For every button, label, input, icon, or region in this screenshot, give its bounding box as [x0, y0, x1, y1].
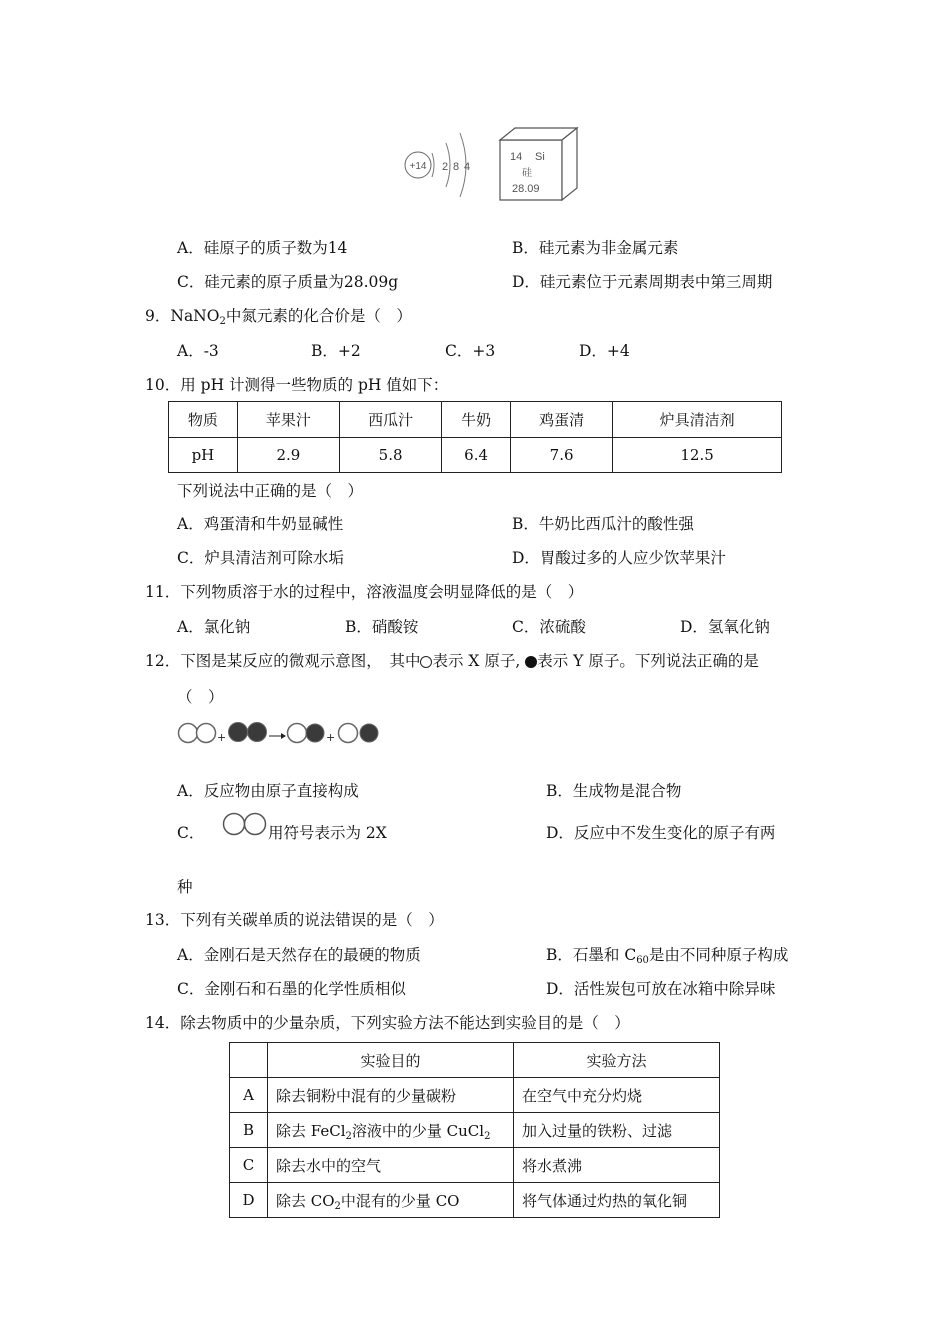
- exp-purpose-cell: 除去铜粉中混有的少量碳粉: [268, 1078, 514, 1113]
- silicon-atom-diagram: [400, 120, 590, 210]
- table-row: [230, 1078, 720, 1113]
- ph-value-cell: 6.4: [442, 438, 511, 473]
- x2-molecule-icon: [222, 811, 268, 837]
- svg-text:14: 14: [510, 151, 523, 163]
- silicon-figure: [400, 120, 590, 210]
- reaction-diagram: [177, 720, 387, 748]
- q12-option-a: A．反应物由原子直接构成: [177, 782, 359, 800]
- svg-text:8: 8: [453, 161, 460, 173]
- q9-option-d: D．+4: [579, 342, 630, 360]
- exp-method-cell: 在空气中充分灼烧: [514, 1078, 720, 1113]
- q9-stem: 9．NaNO$_2$中氮元素的化合价是（ ）: [145, 307, 412, 327]
- q11-stem: 11．下列物质溶于水的过程中，溶液温度会明显降低的是（ ）: [145, 583, 584, 601]
- exp-purpose-cell: 除去 $CO_2$中混有的少量 CO: [268, 1183, 514, 1218]
- q11-option-d: D．氢氧化钠: [680, 618, 770, 636]
- q10-option-b: B．牛奶比西瓜汁的酸性强: [512, 515, 694, 533]
- table-row: [230, 1113, 720, 1148]
- svg-text:+14: +14: [409, 161, 427, 172]
- svg-text:+: +: [217, 731, 227, 744]
- q8-option-d: D．硅元素位于元素周期表中第三周期: [512, 273, 773, 291]
- ph-value-cell: 12.5: [613, 438, 782, 473]
- q11-option-c: C．浓硫酸: [512, 618, 586, 636]
- svg-text:2: 2: [442, 161, 449, 173]
- q10-option-d: D．胃酸过多的人应少饮苹果汁: [512, 549, 726, 567]
- q8-option-a: A．硅原子的质子数为14: [177, 239, 348, 257]
- ph-header-cell: 西瓜汁: [340, 402, 442, 438]
- q12-option-c: C．: [177, 824, 205, 842]
- svg-text:硅: 硅: [522, 168, 532, 179]
- exp-label-cell: D: [230, 1183, 268, 1218]
- exp-label-cell: C: [230, 1148, 268, 1183]
- ph-value-cell: 5.8: [340, 438, 442, 473]
- q12-option-c-text: 用符号表示为 2X: [268, 824, 387, 842]
- q9-option-a: A．-3: [177, 342, 219, 360]
- q10-sub-stem: 下列说法中正确的是（ ）: [177, 482, 364, 500]
- ph-header-cell: 牛奶: [442, 402, 511, 438]
- ph-header-cell: 鸡蛋清: [511, 402, 613, 438]
- exp-header-cell: [230, 1043, 268, 1078]
- q12-option-d: D．反应中不发生变化的原子有两: [546, 824, 776, 842]
- exp-method-cell: 将水煮沸: [514, 1148, 720, 1183]
- exp-method-cell: 加入过量的铁粉、过滤: [514, 1113, 720, 1148]
- q8-option-b: B．硅元素为非金属元素: [512, 239, 679, 257]
- table-row: [230, 1183, 720, 1218]
- exp-header-cell: 实验方法: [514, 1043, 720, 1078]
- q13-option-b: B．石墨和 $C_{60}$是由不同种原子构成: [546, 946, 789, 966]
- svg-text:+: +: [326, 731, 336, 744]
- ph-value-cell: 7.6: [511, 438, 613, 473]
- q12-paren: （ ）: [177, 688, 224, 706]
- q13-option-c: C．金刚石和石墨的化学性质相似: [177, 980, 406, 998]
- exp-purpose-cell: 除去水中的空气: [268, 1148, 514, 1183]
- q14-stem: 14．除去物质中的少量杂质，下列实验方法不能达到实验目的是（ ）: [145, 1014, 630, 1032]
- q9-option-c: C．+3: [445, 342, 496, 360]
- exp-purpose-cell: 除去 FeCl$_2$溶液中的少量 CuCl$_2$: [268, 1113, 514, 1148]
- exp-label-cell: B: [230, 1113, 268, 1148]
- q12-option-b: B．生成物是混合物: [546, 782, 682, 800]
- ph-header-cell: 物质: [169, 402, 238, 438]
- svg-text:4: 4: [464, 161, 471, 173]
- ph-table: [168, 401, 782, 473]
- q13-option-a: A．金刚石是天然存在的最硬的物质: [177, 946, 421, 964]
- y-atom-icon: [525, 656, 537, 668]
- exp-method-cell: 将气体通过灼热的氧化铜: [514, 1183, 720, 1218]
- q9-option-b: B．+2: [311, 342, 361, 360]
- table-row: [230, 1148, 720, 1183]
- svg-text:Si: Si: [535, 151, 545, 163]
- q12-stem: 12．下图是某反应的微观示意图， 其中 表示 X 原子, 表示 Y 原子。下列说法正确的是: [145, 652, 759, 670]
- exp-header-cell: 实验目的: [268, 1043, 514, 1078]
- q11-option-b: B．硝酸铵: [345, 618, 419, 636]
- q12-option-d-cont: 种: [177, 878, 193, 896]
- ph-value-cell: pH: [169, 438, 238, 473]
- x-atom-icon: [420, 656, 432, 668]
- q13-stem: 13．下列有关碳单质的说法错误的是（ ）: [145, 911, 444, 929]
- reaction-svg: [177, 720, 387, 748]
- ph-header-cell: 苹果汁: [237, 402, 339, 438]
- q10-option-a: A．鸡蛋清和牛奶显碱性: [177, 515, 344, 533]
- q10-option-c: C．炉具清洁剂可除水垢: [177, 549, 344, 567]
- exp-label-cell: A: [230, 1078, 268, 1113]
- experiment-table: [229, 1042, 720, 1218]
- q11-option-a: A．氯化钠: [177, 618, 251, 636]
- svg-text:28.09: 28.09: [512, 183, 540, 195]
- q8-option-c: C．硅元素的原子质量为28.09g: [177, 273, 399, 291]
- ph-header-cell: 炉具清洁剂: [613, 402, 782, 438]
- ph-value-cell: 2.9: [237, 438, 339, 473]
- q13-option-d: D．活性炭包可放在冰箱中除异味: [546, 980, 776, 998]
- q10-stem: 10．用 pH 计测得一些物质的 pH 值如下：: [145, 376, 449, 394]
